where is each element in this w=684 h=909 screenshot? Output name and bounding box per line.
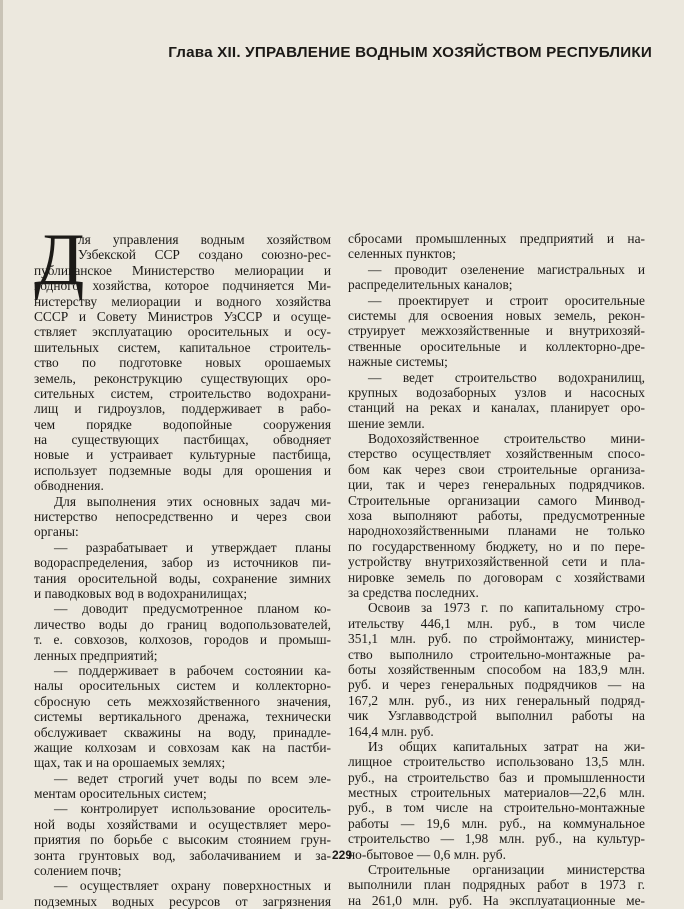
text-line: ство выполнило строительно-монтажные ра-: [348, 646, 645, 662]
text-line: личество воды до границ водопользователей,: [34, 616, 331, 632]
text-line: станций на реках и каналах, планирует оро-: [348, 400, 645, 416]
text-line: работы — 19,6 млн. руб., на коммунальное: [348, 815, 645, 831]
text-line: Строительные организации министерства: [368, 862, 645, 878]
text-line: — осуществляет охрану поверхностных и: [54, 878, 331, 894]
text-line: новые и устраивает культурные пастбища,: [34, 447, 331, 463]
text-line: нировке земель по договорам с хозяйствами: [348, 569, 645, 585]
text-line: выполнили план подрядных работ в 1973 г.: [348, 877, 645, 893]
text-line: сбросную сеть межхозяйственного значения,: [34, 693, 331, 709]
text-line: руб. и через генеральных подрядчиков — на: [348, 677, 645, 693]
text-line: использует подземные воды для орошения и: [34, 462, 331, 478]
text-line: т. е. совхозов, колхозов, городов и промыш-: [34, 632, 331, 648]
text-line: Водохозяйственное строительство мини-: [368, 431, 645, 447]
text-line: 351,1 млн. руб. по строймонтажу, министер-: [348, 631, 645, 647]
text-line: местных строительных материалов—22,6 млн.: [348, 785, 645, 801]
text-line: строительство — 1,98 млн. руб., на культур-: [348, 831, 645, 847]
text-line: — доводит предусмотренное планом ко-: [54, 601, 331, 617]
text-line: и паводковых вод в водохранилищах;: [34, 585, 248, 601]
text-line: бом как через свои строительные организа-: [348, 461, 645, 477]
text-line: ментам оросительных систем;: [34, 786, 207, 802]
text-line: стерство осуществляет хозяйственным спосо-: [348, 446, 645, 462]
text-line: нистерству мелиорации и водного хозяйства: [34, 293, 331, 309]
text-line: хоза выполняют работы, предусмотренные: [348, 508, 645, 524]
text-line: щах, так и на орошаемых землях;: [34, 755, 226, 771]
text-line: ля управления водным хозяйством: [78, 232, 331, 247]
text-line: жащие колхозам и совхозам как на пастби-: [34, 739, 331, 755]
text-line: — разрабатывает и утверждает планы: [54, 539, 331, 555]
text-line: лищное строительство использовано 13,5 млн.: [348, 754, 645, 770]
right-column: [348, 231, 645, 908]
text-line: солением почв;: [34, 863, 122, 879]
text-line: системы вертикального дренажа, технически: [34, 709, 331, 725]
text-line: системы для освоения новых земель, рекон-: [348, 307, 645, 323]
text-line: ной воды хозяйствами и осуществляет меро-: [34, 816, 331, 832]
text-line: — проводит озеленение магистральных и: [368, 261, 645, 277]
text-line: 164,4 млн. руб.: [348, 723, 434, 739]
text-line: на существующих пастбищах, обводняет: [34, 432, 331, 448]
text-line: водного хозяйства, которое подчиняется Ми-: [34, 278, 331, 294]
text-line: приятия по борьбе с высоким стоянием грун-: [34, 832, 331, 848]
text-line: налы оросительных систем и коллекторно-: [34, 678, 331, 694]
text-line: Освоив за 1973 г. по капитальному стро-: [368, 600, 645, 616]
chapter-title: Глава XII. УПРАВЛЕНИЕ ВОДНЫМ ХОЗЯЙСТВОМ РЕСПУБЛИКИ: [168, 44, 652, 61]
drop-cap: Д: [34, 219, 85, 301]
text-line: 167,2 млн. руб., из них генеральный подряд-: [348, 692, 645, 708]
text-line: по государственному бюджету, но и по пере-: [348, 538, 645, 554]
text-line: за средства последних.: [348, 584, 479, 600]
text-line: устройству внутрихозяйственной сети и пла-: [348, 554, 645, 570]
text-line: — ведет строительство водохранилищ,: [368, 369, 645, 385]
text-line: шительных систем, капитальное строитель-: [34, 339, 331, 355]
text-line: ствляет эксплуатацию оросительных и осу-: [34, 324, 331, 340]
text-line: ленных предприятий;: [34, 647, 158, 663]
text-line: обслуживает скважины на воду, принадле-: [34, 724, 331, 740]
text-line: боты хозяйственным способом на 183,9 млн.: [348, 661, 645, 677]
text-line: чик Узглавводстрой выполнил работы на: [348, 708, 645, 724]
text-line: ственные оросительные и коллекторно-дре-: [348, 338, 645, 354]
text-line: Строительные организации самого Минвод-: [348, 492, 645, 508]
text-line: но-бытовое — 0,6 млн. руб.: [348, 846, 506, 862]
text-line: тания оросительной воды, сохранение зимних: [34, 570, 331, 586]
text-line: СССР и Совету Министров УзССР и осуще-: [34, 308, 331, 324]
text-line: распределительных каналов;: [348, 277, 513, 293]
text-line: ции, так и через генеральных подрядчиков.: [348, 477, 645, 493]
text-line: шение земли.: [348, 415, 425, 431]
text-line: сбросами промышленных предприятий и на-: [348, 231, 645, 246]
left-column: [34, 219, 331, 909]
text-line: подземных водных ресурсов от загрязнения: [34, 893, 331, 909]
text-line: ительству 446,1 млн. руб., в том числе: [348, 615, 645, 631]
text-line: руб., в том числе на строительно-монтажные: [348, 800, 645, 816]
text-line: крупных водозаборных узлов и насосных: [348, 384, 645, 400]
text-line: чем порядке водопойные сооружения: [34, 416, 331, 432]
text-line: на 261,0 млн. руб. На эксплуатационные ме-: [348, 892, 645, 908]
page-number: 229: [331, 848, 353, 862]
text-line: — поддерживает в рабочем состоянии ка-: [54, 662, 331, 678]
text-line: селенных пунктов;: [348, 246, 456, 262]
text-line: — проектирует и строит оросительные: [368, 292, 645, 308]
text-line: нистерство непосредственно и через свои: [34, 509, 331, 525]
text-line: струирует межхозяйственные и внутрихозяй-: [348, 323, 645, 339]
text-line: Для выполнения этих основных задач ми-: [54, 493, 331, 509]
text-line: зонта грунтовых вод, заболачиванием и за-: [34, 847, 331, 863]
text-line: народнохозяйственными планами не только: [348, 523, 645, 539]
text-line: ство по подготовке новых орошаемых: [34, 355, 331, 371]
text-line: Из общих капитальных затрат на жи-: [368, 738, 645, 754]
text-line: земель, реконструкцию существующих оро-: [34, 370, 331, 386]
text-line: Узбекской ССР создано союзно-рес-: [78, 247, 331, 263]
text-line: лищ и гидроузлов, поддерживает в рабо-: [34, 401, 331, 417]
text-line: — ведет строгий учет воды по всем эле-: [54, 770, 331, 786]
text-line: нажные системы;: [348, 354, 448, 370]
text-line: органы:: [34, 524, 79, 540]
text-line: публиканское Министерство мелиорации и: [34, 262, 331, 278]
text-line: обводнения.: [34, 478, 104, 494]
text-line: — контролирует использование ороситель-: [54, 801, 331, 817]
text-line: руб., на строительство баз и промышленности: [348, 769, 645, 785]
text-line: сительных систем, строительство водохрани-: [34, 385, 331, 401]
text-line: водораспределения, забор из источников пи-: [34, 555, 331, 571]
